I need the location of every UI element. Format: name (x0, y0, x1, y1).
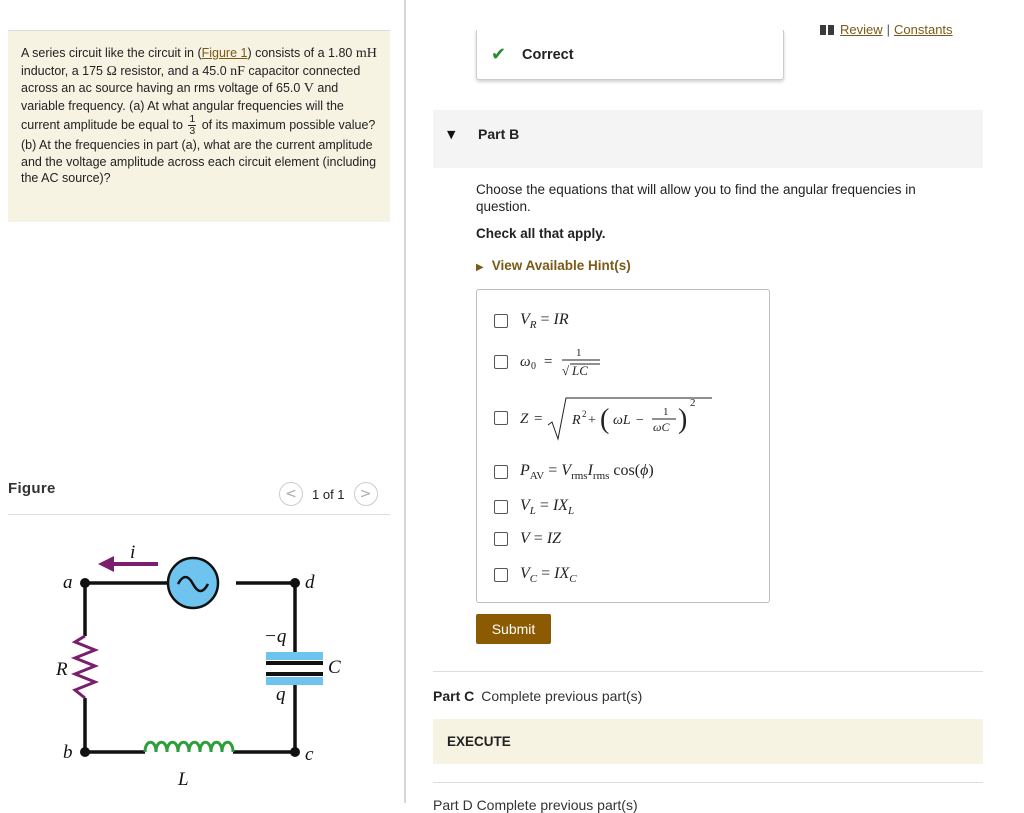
view-hints-link[interactable] (476, 258, 631, 273)
book-icon (820, 25, 834, 35)
label-d: d (305, 572, 315, 593)
svg-text:R: R (572, 413, 581, 428)
execute-label: EXECUTE (447, 734, 511, 749)
equation-choices (476, 289, 770, 603)
link-separator: | (886, 22, 891, 37)
svg-text:Z: Z (520, 411, 529, 427)
svg-text:=: = (534, 411, 543, 427)
equation-vr-ir: $V_R$ = IR (520, 311, 569, 332)
label-q: q (276, 684, 286, 705)
svg-text:+: + (588, 413, 596, 428)
checkbox[interactable] (494, 500, 508, 514)
checkbox[interactable] (494, 532, 508, 546)
choice-vc-ixc[interactable] (494, 565, 577, 585)
hints-label: View Available Hint(s) (491, 258, 631, 273)
choice-omega0[interactable] (494, 345, 610, 379)
checkbox[interactable] (494, 568, 508, 582)
one-third-fraction: $\frac{1}{3}$ (189, 113, 196, 137)
correct-label: Correct (522, 47, 574, 63)
part-c-row (433, 688, 642, 704)
label-neg-q: −q (264, 626, 287, 647)
choice-vl-ixl[interactable] (494, 497, 574, 517)
equation-impedance (520, 394, 720, 442)
part-c-status: Complete previous part(s) (481, 688, 643, 704)
equation-v-iz: V = IZ (520, 530, 562, 547)
figure-page-indicator: 1 of 1 (312, 486, 345, 502)
resistor-zigzag (75, 636, 95, 698)
ac-source-icon (168, 558, 218, 608)
part-b-instruction: Check all that apply. (476, 226, 606, 241)
checkbox[interactable] (494, 355, 508, 369)
panel-divider (404, 0, 406, 803)
choice-impedance[interactable] (494, 394, 720, 442)
equation-vl-ixl: $V_L = IX_L$ (520, 497, 575, 518)
current-arrow (98, 556, 158, 572)
svg-text:−: − (636, 413, 644, 428)
next-figure-button[interactable]: > (354, 482, 378, 506)
equation-omega0 (520, 345, 610, 379)
part-b-title: Part B (478, 126, 520, 142)
capacitor-plates (266, 652, 323, 685)
equation-pav: $P_{AV} = V_{rms}I_{rms}$ cos(ϕ) (520, 462, 654, 483)
svg-text:√: √ (562, 363, 570, 378)
svg-text:2: 2 (690, 397, 696, 409)
svg-text:LC: LC (572, 363, 588, 378)
label-i: i (130, 542, 136, 563)
checkbox[interactable] (494, 411, 508, 425)
prev-figure-button[interactable]: < (279, 482, 303, 506)
svg-text:1: 1 (576, 347, 582, 359)
review-link[interactable]: Review (840, 22, 883, 37)
constants-link[interactable]: Constants (894, 22, 953, 37)
part-b-header[interactable] (433, 110, 983, 168)
svg-text:ωL: ωL (613, 413, 631, 428)
part-c-title: Part C (433, 688, 475, 704)
checkbox[interactable] (494, 314, 508, 328)
section-divider (433, 671, 983, 672)
review-constants-links (820, 22, 953, 37)
figure-link[interactable]: Figure 1 (201, 46, 248, 60)
checkmark-icon: ✔ (491, 44, 507, 65)
execute-panel (433, 719, 983, 764)
problem-statement: A series circuit like the circuit in (Figure 1) consists of a 1.80 mH inductor, a 175 Ω resistor, and a 45.0 nF capacitor connected across an ac source having an rms voltage of 65.0 V and variable frequency. (a) At what angular frequencies will the current amplitude be equal to $\frac{1}{3}$ of its maximum possible value? (b) At the frequencies in part (a), what are the current amplitude and the voltage amplitude across each circuit element (including the AC source)? (8, 30, 390, 222)
label-a: a (63, 572, 73, 593)
figure-heading: Figure (8, 480, 56, 497)
svg-text:2: 2 (582, 409, 587, 419)
collapse-arrow-icon[interactable]: ▼ (447, 128, 456, 141)
label-C: C (328, 657, 341, 678)
svg-text:0: 0 (531, 361, 536, 372)
correct-feedback (476, 30, 784, 80)
submit-button[interactable]: Submit (476, 614, 551, 644)
svg-text:): ) (678, 404, 688, 435)
section-divider (433, 782, 983, 783)
choice-v-iz[interactable] (494, 530, 561, 548)
circuit-diagram (8, 518, 348, 798)
svg-text:ω: ω (520, 354, 531, 370)
figure-divider (8, 514, 390, 515)
svg-text:ωC: ωC (653, 420, 670, 434)
label-b: b (63, 742, 73, 763)
equation-vc-ixc: $V_C = IX_C$ (520, 565, 577, 586)
hint-arrow-icon: ▶ (476, 262, 484, 273)
checkbox[interactable] (494, 465, 508, 479)
svg-text:=: = (544, 354, 553, 370)
label-L: L (178, 769, 189, 790)
part-b-question: Choose the equations that will allow you to find the angular frequencies in question. (476, 182, 916, 214)
svg-text:1: 1 (663, 406, 669, 418)
figure-pager (279, 482, 378, 506)
inductor-coil (145, 742, 233, 752)
part-d-row-cut: Part D Complete previous part(s) (433, 797, 638, 813)
choice-vr-ir[interactable] (494, 311, 569, 331)
label-R: R (56, 659, 68, 680)
choice-pav[interactable] (494, 462, 654, 482)
label-c: c (305, 744, 314, 765)
svg-text:(: ( (600, 404, 610, 435)
